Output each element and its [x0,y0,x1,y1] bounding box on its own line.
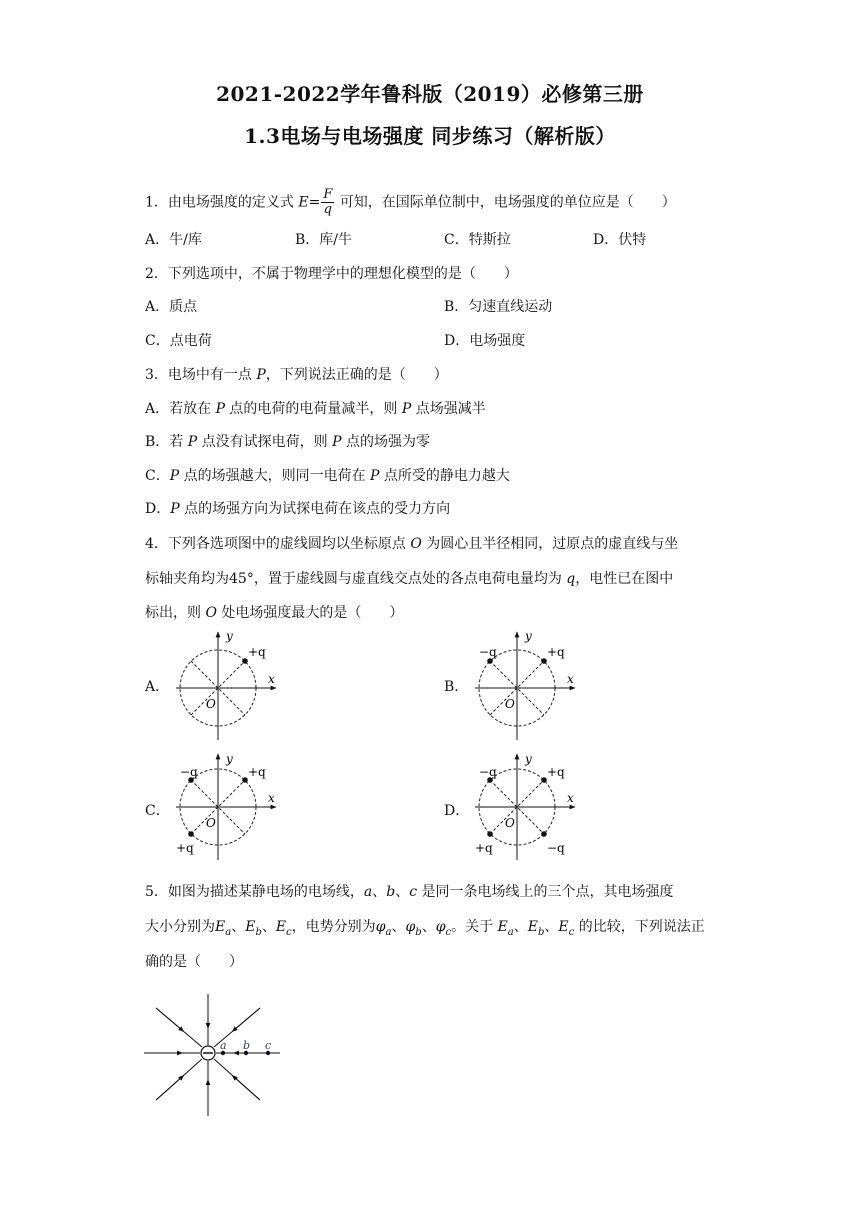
q5-part: φ [375,919,386,935]
question-4-line-3 [145,603,403,623]
q3a-part: 点场强减半 [411,401,486,417]
charge-label: +q [248,645,266,659]
question-1-stem [145,188,676,217]
q4-part: ，电性已在图中 [575,571,674,587]
q5-part: φ [435,919,446,935]
q5-part: 大小分别为 [145,919,215,935]
q5-part: 、 [544,919,559,935]
q5-part: E [245,919,256,935]
q5-part: 、 [421,919,436,935]
q5-field-line-diagram [140,990,285,1120]
q1-option-a[interactable]: A．牛/库 [145,232,202,248]
q5-part: 的比较，下列说法正 [574,919,705,935]
q5-part: E [497,919,508,935]
q1-text-pre: 1．由电场强度的定义式 [145,194,299,211]
q3b-part: P [187,434,198,450]
origin-label: O [206,816,216,830]
question-2-stem: 2．下列选项中，不属于物理学中的理想化模型的是（ ） [145,266,518,282]
q4-option-a-label[interactable]: A． [145,679,170,695]
charge-label: +q [248,765,266,779]
q5-part: 、 [391,919,406,935]
axis-y-label: y [525,629,532,643]
q1-fraction-den: q [323,202,332,217]
question-4-line-1 [145,534,678,554]
q3c-part: 点所受的静电力越大 [379,468,510,484]
title-line-1: 2021-2022学年鲁科版（2019）必修第三册 [216,82,644,106]
q3-option-a[interactable] [145,399,486,419]
charge-label: −q [547,841,565,855]
axis-y-label: y [226,629,233,643]
q5-part: E [558,919,569,935]
origin-label: O [206,697,216,711]
q3d-part: 点的场强方向为试探电荷在该点的受力方向 [179,501,451,517]
q4-part: 4．下列各选项图中的虚线圆均以坐标原点 [145,536,411,552]
q5-sub: a [385,926,392,938]
charge-label: −q [479,765,497,779]
q5-part: E [215,919,226,935]
q4-diagram-a [168,628,283,743]
axis-x-label: x [268,672,275,686]
q5-sub: c [286,926,292,938]
q4-part: 处电场强度最大的是（ ） [216,605,404,621]
axis-y-label: y [226,752,233,766]
q3a-part: P [401,401,412,417]
origin-label: O [505,816,515,830]
q4-part: q [566,571,576,587]
point-a-label: a [220,1039,227,1052]
q5-part: a [363,884,373,900]
q1-option-b[interactable]: B．库/牛 [295,232,353,248]
q4-option-c-label[interactable]: C． [145,803,170,819]
q4-diagram-b [467,628,582,743]
q5-part: 、 [261,919,276,935]
q4-part: 标出，则 [145,605,206,621]
q3a-part: A．若放在 [145,401,216,417]
q3-option-b[interactable] [145,432,430,452]
charge-label: +q [475,841,493,855]
q5-sub: b [538,926,545,938]
q2-option-a[interactable]: A．质点 [145,299,198,315]
q5-part: E [275,919,287,935]
question-5-line-3: 确的是（ ） [145,954,243,970]
q1-fraction [321,188,334,217]
question-5-line-1 [145,882,674,902]
q4-part: 标轴夹角均为45°，置于虚线圆与虚直线交点处的各点电荷电量均为 [145,571,567,587]
q5-part: 5．如图为描述某静电场的电场线， [145,884,364,900]
point-c-label: c [265,1039,272,1052]
q5-part: 、 [395,884,410,900]
q4-diagram-c [168,752,283,867]
q3b-part: 点的场强为零 [341,434,430,450]
question-5-line-2 [145,917,705,943]
q5-part: φ [405,919,416,935]
q3-option-c[interactable] [145,466,510,486]
q5-part: c [409,884,418,900]
q1-option-d[interactable]: D．伏特 [593,232,647,248]
question-4-line-2 [145,569,673,589]
q3c-part: C． [145,468,170,484]
charge-label: +q [547,765,565,779]
q3d-part: D． [145,501,171,517]
q5-sub: c [568,926,575,938]
axis-x-label: x [268,791,275,805]
origin-label: O [505,697,515,711]
title-line-2: 1.3电场与电场强度 同步练习（解析版） [244,124,616,148]
q2-option-d[interactable]: D．电场强度 [444,333,526,349]
q4-option-d-label[interactable]: D． [444,803,470,819]
q3a-part: P [215,401,225,417]
q5-sub: a [225,926,232,938]
charge-label: −q [180,765,198,779]
point-b-label: b [243,1039,251,1052]
q5-sub: b [415,926,422,938]
q5-part: 、 [372,884,387,900]
q5-sub: b [255,926,262,938]
q3c-part: 点的场强越大，则同一电荷在 [179,468,371,484]
q3-option-d[interactable] [145,499,450,519]
question-3-stem [145,365,448,385]
q3c-part: P [169,468,180,484]
q5-part: E [527,919,538,935]
q5-sub: a [507,926,514,938]
q1-text-post: 可知，在国际单位制中，电场强度的单位应是（ ） [335,194,676,211]
q5-part: b [386,884,396,900]
q3-text-b: ，下列说法正确的是（ ） [265,367,448,383]
q5-sub: c [445,926,452,938]
charge-label: +q [176,841,194,855]
q5-part: 。关于 [451,919,498,935]
q3-text-p: P [256,367,266,383]
q1-formula-eq: = [308,194,321,211]
q3b-part: P [332,434,342,450]
charge-label: +q [547,645,565,659]
q4-diagram-d [467,752,582,867]
q1-formula-e: E [298,194,309,211]
q1-option-c[interactable]: C．特斯拉 [444,232,511,248]
q2-option-c[interactable]: C．点电荷 [145,333,212,349]
q3b-part: B．若 [145,434,188,450]
q5-part: 是同一条电场线上的三个点，其电场强度 [417,884,674,900]
q4-option-b-label[interactable]: B． [444,679,469,695]
axis-y-label: y [525,752,532,766]
q3d-part: P [170,501,180,517]
q3-text-a: 3．电场中有一点 [145,367,257,383]
axis-x-label: x [567,791,574,805]
q4-part: 为圆心且半径相同，过原点的虚直线与坐 [421,536,679,552]
axis-x-label: x [567,672,574,686]
charge-label: −q [479,645,497,659]
q2-option-b[interactable]: B．匀速直线运动 [444,299,553,315]
q1-fraction-num: F [323,187,333,202]
q4-part: O [410,536,422,552]
q5-part: 、 [513,919,528,935]
q5-part: 、 [231,919,246,935]
q3a-part: 点的电荷的电荷量减半，则 [224,401,402,417]
q3c-part: P [370,468,380,484]
q4-part: O [205,605,217,621]
q5-part: ，电势分别为 [291,919,376,935]
q3b-part: 点没有试探电荷，则 [197,434,333,450]
